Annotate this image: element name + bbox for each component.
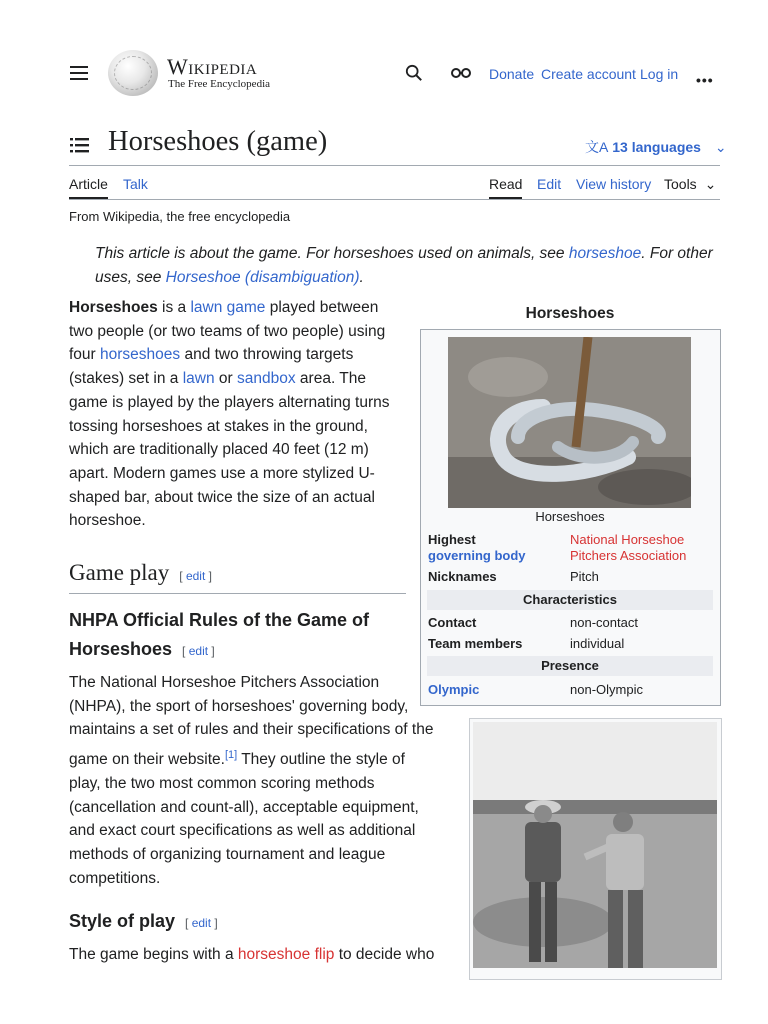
login-link[interactable]: Log in: [640, 66, 679, 82]
horseshoes-image[interactable]: [448, 337, 691, 508]
page-title: Horseshoes (game): [108, 126, 328, 157]
tabs-divider: [69, 199, 720, 200]
edit-section-link[interactable]: edit: [191, 916, 212, 930]
infobox-label-contact: Contact: [428, 615, 477, 630]
main-menu-icon[interactable]: [70, 66, 88, 80]
intro-paragraph: Horseshoes is a lawn game played between two people (or two teams of two people) using four horseshoes and two throwing targets (stakes) set in a lawn or sandbox area. The game is played by the players alternating turns tossing horseshoes at stakes in the ground, which are traditionally placed 40 feet (12 m) apart. Modern games use a more stylized U-shaped bar, about twice the size of an actual horseshoe.: [69, 299, 390, 530]
horseshoe-flip-link[interactable]: horseshoe flip: [237, 946, 335, 963]
section-heading-game-play: Game play [ edit ]: [69, 560, 212, 585]
infobox-value-team-members: individual: [570, 636, 625, 651]
wikipedia-wordmark[interactable]: Wikipedia: [167, 54, 258, 79]
translate-icon: 文A: [585, 139, 609, 155]
horseshoe-disambiguation-link[interactable]: Horseshoe (disambiguation): [165, 269, 360, 286]
section-heading-style-of-play: Style of play [ edit ]: [69, 911, 218, 931]
hatnote: This article is about the game. For horseshoes used on animals, see horseshoe. For other uses, see Horseshoe (disambiguation).: [95, 245, 713, 286]
nhpa-link[interactable]: National Horseshoe Pitchers Association: [570, 532, 687, 563]
reference-link[interactable]: [1]: [224, 749, 238, 762]
tab-talk[interactable]: Talk: [123, 176, 148, 192]
sandbox-link[interactable]: sandbox: [237, 370, 296, 388]
create-account-link[interactable]: Create account: [541, 66, 636, 82]
wikipedia-globe-logo[interactable]: [108, 50, 158, 96]
site-subtitle: From Wikipedia, the free encyclopedia: [69, 209, 291, 224]
donate-link[interactable]: Donate: [489, 66, 535, 82]
search-icon[interactable]: [405, 64, 423, 82]
edit-section-link[interactable]: edit: [188, 644, 209, 658]
olympic-link[interactable]: Olympic: [428, 682, 480, 697]
tab-read[interactable]: Read: [489, 176, 522, 199]
players-photo[interactable]: [473, 722, 717, 968]
section-divider: [69, 593, 406, 594]
lawn-link[interactable]: lawn: [182, 370, 215, 388]
infobox-label-nicknames: Nicknames: [428, 569, 497, 584]
infobox-title: Horseshoes: [525, 305, 615, 322]
language-button[interactable]: 文A 13 languages ⌄: [585, 139, 727, 155]
table-of-contents-icon[interactable]: [70, 137, 90, 153]
title-divider: [69, 165, 720, 166]
infobox-label-governing: Highest governing body: [428, 532, 526, 563]
infobox-value-contact: non-contact: [570, 615, 638, 630]
infobox-value-nicknames: Pitch: [570, 569, 599, 584]
infobox-header-characteristics: Characteristics: [427, 590, 713, 610]
reading-preferences-icon[interactable]: [450, 66, 472, 80]
tab-article[interactable]: Article: [69, 176, 108, 199]
more-options-icon[interactable]: •••: [696, 72, 714, 88]
tab-edit[interactable]: Edit: [537, 176, 562, 192]
edit-section-link[interactable]: edit: [185, 569, 206, 583]
infobox-value-olympic: non-Olympic: [570, 682, 643, 697]
infobox-label-team-members: Team members: [428, 636, 523, 651]
horseshoes-link[interactable]: horseshoes: [100, 346, 181, 364]
chevron-down-icon: ⌄: [704, 176, 717, 192]
horseshoe-link[interactable]: horseshoe: [568, 245, 642, 262]
nhpa-paragraph: The National Horseshoe Pitchers Association (NHPA), the sport of horseshoes' governing body, maintains a set of rules and their specifications of the game on their website.[1] They outline the style of play, the two most common scoring methods (cancellation and count-all), acceptable equipment, and exact court specifications as well as additional methods of organizing tournament and league competitions.: [69, 674, 434, 887]
lawn-game-link[interactable]: lawn game: [190, 299, 266, 316]
section-heading-nhpa-rules: NHPA Official Rules of the Game of Horseshoes [ edit ]: [69, 610, 370, 659]
chevron-down-icon: ⌄: [714, 139, 727, 155]
wikipedia-tagline: The Free Encyclopedia: [168, 78, 271, 90]
style-of-play-paragraph: The game begins with a horseshoe flip to decide who: [69, 946, 435, 963]
governing-body-link[interactable]: governing body: [428, 548, 526, 563]
infobox-header-presence: Presence: [427, 656, 713, 676]
infobox-image-caption: Horseshoes: [535, 509, 605, 524]
tab-view-history[interactable]: View history: [576, 176, 652, 192]
tools-menu[interactable]: Tools ⌄: [664, 176, 717, 192]
